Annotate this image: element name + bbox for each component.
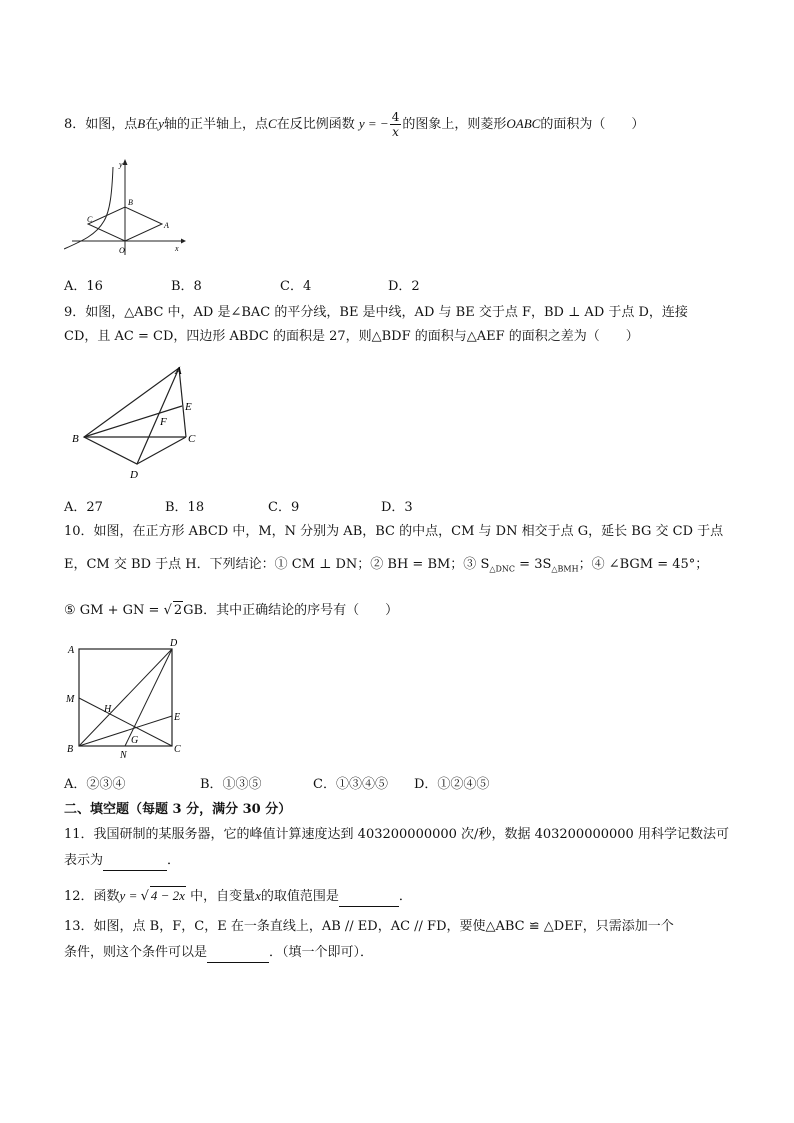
q9-stem-line1: 9．如图，△ABC 中，AD 是∠BAC 的平分线，BE 是中线，AD 与 BE 交于点 F，BD ⊥ AD 于点 D，连接 bbox=[64, 305, 688, 320]
q8-label-B: B bbox=[128, 198, 133, 207]
q8-option-d[interactable]: D．2 bbox=[388, 279, 420, 294]
q9-label-F: F bbox=[160, 416, 167, 428]
q10-option-c[interactable]: C．①③④⑤ bbox=[313, 777, 388, 792]
q8-label-x: x bbox=[175, 244, 179, 253]
q10-option-a[interactable]: A．②③④ bbox=[64, 777, 126, 792]
q10-label-E: E bbox=[174, 712, 181, 723]
q8-option-a[interactable]: A．16 bbox=[64, 279, 103, 294]
q9-options bbox=[64, 499, 413, 517]
q9-label-A: A bbox=[175, 365, 182, 377]
q8-option-b[interactable]: B．8 bbox=[171, 279, 202, 294]
q10-label-A: A bbox=[68, 645, 75, 656]
q8-fraction: $\frac{4}{x}$ bbox=[391, 110, 400, 139]
q9-label-D: D bbox=[130, 469, 138, 481]
q8-label-y: y bbox=[119, 160, 123, 169]
q11-stem-line2: 表示为 ． bbox=[64, 852, 180, 871]
q8-figure bbox=[64, 155, 189, 260]
q10-stem-line1: 10．如图，在正方形 ABCD 中，M，N 分别为 AB，BC 的中点，CM 与 DN 相交于点 G，延长 BG 交 CD 于点 bbox=[64, 524, 724, 539]
q13-stem-line1: 13．如图，点 B，F，C，E 在一条直线上，AB // ED，AC // FD，要使△ABC ≌ △DEF，只需添加一个 bbox=[64, 919, 674, 934]
q8-options bbox=[64, 278, 420, 296]
q9-label-C: C bbox=[188, 433, 196, 445]
q10-label-H: H bbox=[104, 704, 112, 715]
q9-stem-line2: CD，且 AC = CD，四边形 ABDC 的面积是 27，则△BDF 的面积与△AEF 的面积之差为（ ） bbox=[64, 329, 639, 344]
q12-answer-blank[interactable] bbox=[339, 888, 399, 907]
q10-option-b[interactable]: B．①③⑤ bbox=[200, 777, 262, 792]
q9-label-E: E bbox=[185, 401, 192, 413]
q9-label-B: B bbox=[72, 433, 79, 445]
q13-stem-line2: 条件，则这个条件可以是 ．（填一个即可）． bbox=[64, 944, 373, 963]
q10-label-B: B bbox=[67, 744, 74, 755]
q9-option-a[interactable]: A．27 bbox=[64, 500, 103, 515]
q9-option-c[interactable]: C．9 bbox=[268, 500, 300, 515]
q11-stem-line1: 11．我国研制的某服务器，它的峰值计算速度达到 403200000000 次/秒，数据 403200000000 用科学记数法可 bbox=[64, 827, 729, 842]
q8-stem: 8．如图，点B在y轴的正半轴上，点C在反比例函数 y = − $\frac{4}{x}$ 的图象上，则菱形OABC的面积为（ ） bbox=[64, 110, 645, 139]
q10-stem-line3: ⑤ GM + GN = √ 2GB．其中正确结论的序号有（ ） bbox=[64, 603, 399, 618]
q10-label-D: D bbox=[170, 638, 178, 649]
q10-label-G: G bbox=[131, 735, 139, 746]
q11-answer-blank[interactable] bbox=[103, 852, 167, 871]
q10-figure bbox=[64, 636, 189, 761]
q8-label-C: C bbox=[87, 215, 93, 224]
q12-stem: 12．函数y = √ 4 − 2x 中，自变量x的取值范围是 ． bbox=[64, 886, 412, 907]
q10-option-d[interactable]: D．①②④⑤ bbox=[414, 777, 490, 792]
q10-label-C: C bbox=[174, 744, 181, 755]
section-heading: 二、填空题（每题 3 分，满分 30 分） bbox=[64, 802, 292, 817]
q8-function-lhs: y = − bbox=[358, 116, 389, 131]
q10-label-N: N bbox=[120, 750, 127, 761]
q9-figure bbox=[64, 362, 214, 487]
q10-label-M: M bbox=[66, 694, 75, 705]
q8-label-O: O bbox=[119, 246, 125, 255]
q10-options bbox=[64, 776, 489, 794]
q9-option-b[interactable]: B．18 bbox=[165, 500, 205, 515]
q8-option-c[interactable]: C．4 bbox=[280, 279, 312, 294]
q8-label-A: A bbox=[164, 221, 169, 230]
q10-stem-line2: E，CM 交 BD 于点 H．下列结论：① CM ⊥ DN；② BH = BM；③ $S_{\triangle DNC} = 3S_{\triangle BMH}$；④ ∠BGM = 45°； bbox=[64, 557, 709, 574]
q9-option-d[interactable]: D．3 bbox=[381, 500, 413, 515]
q13-answer-blank[interactable] bbox=[207, 944, 269, 963]
